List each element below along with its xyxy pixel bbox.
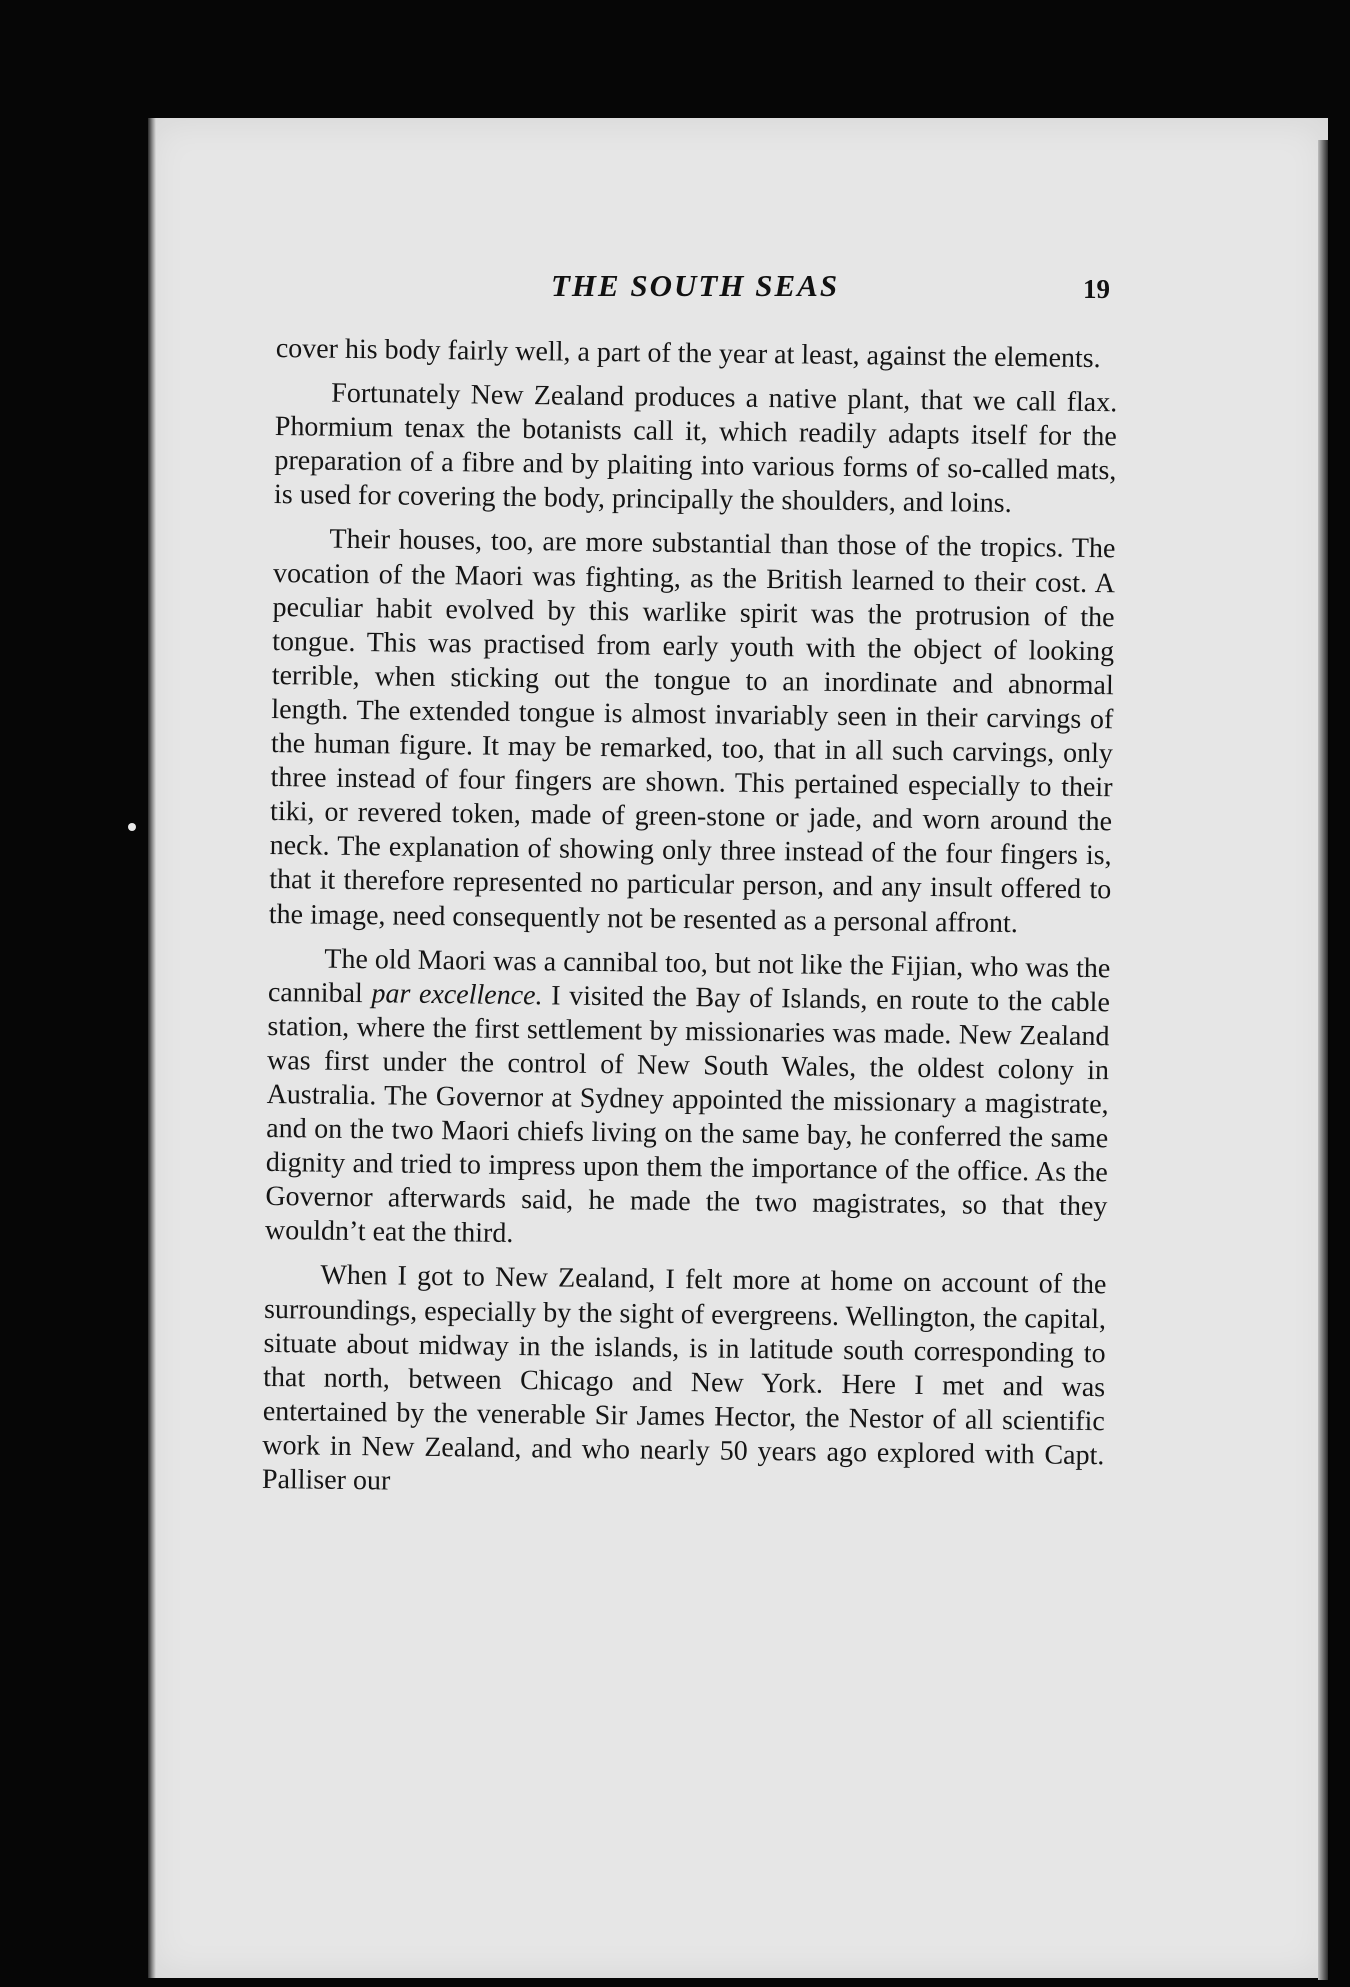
- paragraph-continuation: cover his body fairly well, a part of the year at least, against the elements.: [275, 332, 1101, 375]
- page-right-edge: [1318, 140, 1328, 1980]
- paragraph-cannibal: [265, 942, 1111, 1259]
- paragraph-flax: Fortunately New Zealand produces a native plant, that we call flax. Phormium tenax the botanists call it, which readily adapts itself for the preparation of a fibre and by plaiting into various forms of so-called mats, is used for covering the body, principally the shoulders, and loins.: [273, 377, 1118, 520]
- emphasis-par-excellence: par excellence.: [371, 977, 543, 1011]
- page-header: [280, 268, 1110, 308]
- paragraph-cannibal-part-2: I visited the Bay of Islands, en route to the cable station, where the first settlement by missionaries was made. New Zealand was first under the control of New South Wales, the oldest colony in Australia. The Governor at Sydney appointed the missionary a magistrate, and on the two Maori chiefs living on the same bay, he conferred the same dignity and tried to impress upon them the importance of the office. As the Governor afterwards said, he made the two magistrates, so that they wouldn’t eat the third.: [264, 979, 1111, 1250]
- paragraph-houses: Their houses, too, are more substantial than those of the tropics. The vocation of the Maori was fighting, as the British learned to their cost. A peculiar habit evolved by this warlike spirit was the protrusion of the tongue. This was practised from early youth with the object of looking terrible, when sticking out the tongue to an inordinate and abnormal length. The extended tongue is almost invariably seen in their carvings of the human figure. It may be remarked, too, that in all such carvings, only three instead of four fingers are shown. This pertained especially to their tiki, or revered token, made of green-stone or jade, and worn around the neck. The explanation of showing only three instead of the four fingers is, that it therefore represented no particular person, and any insult offered to the image, need consequently not be resented as a personal affront.: [268, 524, 1116, 939]
- page-number: 19: [1083, 274, 1110, 304]
- running-title: THE SOUTH SEAS: [550, 268, 840, 303]
- paragraph-wellington: When I got to New Zealand, I felt more at home on account of the surroundings, especially by the sight of evergreens. Wellington, the capital, situate about midway in the islands, is in latitude south corresponding to that north, between Chicago and New York. Here I met and was entertained by the venerable Sir James Hector, the Nestor of all scientific work in New Zealand, and who nearly 50 years ago explored with Capt. Palliser our: [261, 1260, 1107, 1497]
- scan-speck: [128, 823, 136, 831]
- body-text: [262, 332, 1118, 1517]
- page-gutter-edge: [148, 118, 156, 1978]
- paragraph-cannibal-part-1: The old Maori was a cannibal too, but not like the Fijian, who was the cannibal: [267, 943, 1111, 1009]
